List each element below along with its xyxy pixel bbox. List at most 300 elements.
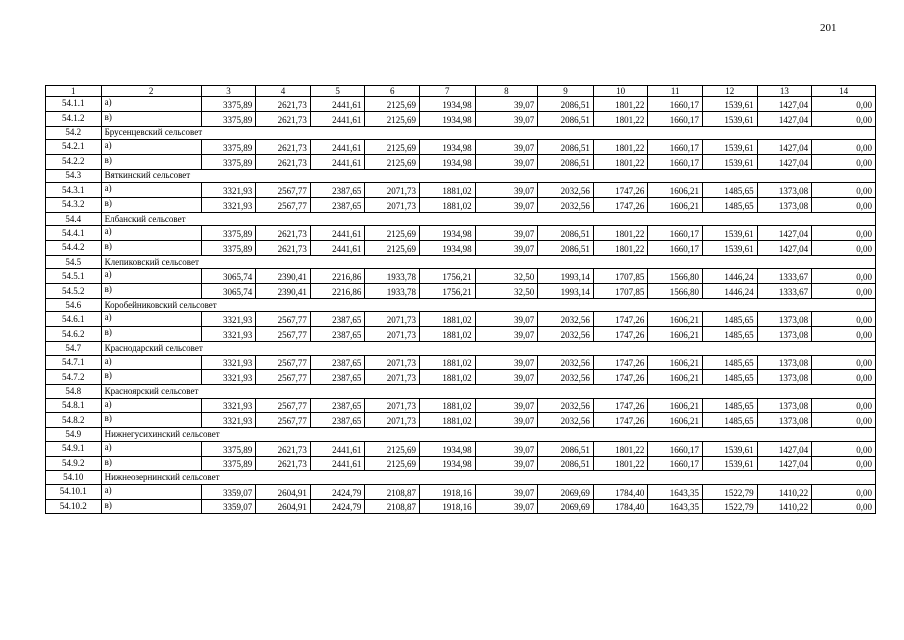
cell-value: 1485,65	[703, 183, 758, 198]
cell-value: 1410,22	[757, 499, 812, 514]
group-name: Вяткинский сельсовет	[101, 169, 875, 183]
cell-value: 3359,07	[201, 499, 256, 514]
cell-value: 39,07	[475, 226, 538, 241]
cell-value: 3065,74	[201, 284, 256, 299]
row-label: в)	[101, 111, 201, 126]
cell-value: 1660,17	[648, 111, 703, 126]
cell-value: 2621,73	[256, 456, 311, 471]
cell-value: 2032,56	[538, 312, 594, 327]
row-label: а)	[101, 441, 201, 456]
cell-value: 2390,41	[256, 269, 311, 284]
cell-value: 2125,69	[365, 456, 420, 471]
group-name: Краснодарский сельсовет	[101, 342, 875, 356]
table-row	[46, 398, 876, 413]
row-code: 54.7.1	[46, 355, 102, 370]
cell-value: 1660,17	[648, 456, 703, 471]
cell-value: 2032,56	[538, 370, 594, 385]
cell-value: 3375,89	[201, 111, 256, 126]
cell-value: 2125,69	[365, 111, 420, 126]
cell-value: 39,07	[475, 398, 538, 413]
cell-value: 1756,21	[419, 284, 475, 299]
cell-value: 2108,87	[365, 499, 420, 514]
cell-value: 1993,14	[538, 284, 594, 299]
cell-value: 2424,79	[310, 499, 365, 514]
group-code: 54.2	[46, 126, 102, 140]
cell-value: 3321,93	[201, 355, 256, 370]
cell-value: 39,07	[475, 441, 538, 456]
cell-value: 2216,86	[310, 269, 365, 284]
cell-value: 2567,77	[256, 183, 311, 198]
cell-value: 1934,98	[419, 456, 475, 471]
cell-value: 39,07	[475, 140, 538, 155]
table-row	[46, 284, 876, 299]
cell-value: 1801,22	[593, 226, 648, 241]
group-code: 54.9	[46, 428, 102, 442]
cell-value: 1881,02	[419, 398, 475, 413]
table-row	[46, 269, 876, 284]
cell-value: 1660,17	[648, 226, 703, 241]
cell-value: 1801,22	[593, 140, 648, 155]
cell-value: 1427,04	[757, 226, 812, 241]
cell-value: 1801,22	[593, 97, 648, 112]
cell-value: 0,00	[812, 398, 876, 413]
row-code: 54.10.1	[46, 484, 102, 499]
cell-value: 39,07	[475, 111, 538, 126]
cell-value: 1660,17	[648, 241, 703, 256]
table-row	[46, 456, 876, 471]
cell-value: 3321,93	[201, 312, 256, 327]
cell-value: 1522,79	[703, 484, 758, 499]
column-header: 10	[593, 86, 648, 97]
column-header: 8	[475, 86, 538, 97]
group-name: Нижнеозернинский сельсовет	[101, 471, 875, 485]
cell-value: 3375,89	[201, 241, 256, 256]
cell-value: 2387,65	[310, 312, 365, 327]
cell-value: 1934,98	[419, 140, 475, 155]
table-row	[46, 484, 876, 499]
row-label: а)	[101, 355, 201, 370]
row-label: в)	[101, 241, 201, 256]
cell-value: 2086,51	[538, 154, 594, 169]
cell-value: 1881,02	[419, 197, 475, 212]
cell-value: 2069,69	[538, 484, 594, 499]
group-row	[46, 385, 876, 399]
cell-value: 2387,65	[310, 413, 365, 428]
group-code: 54.4	[46, 212, 102, 226]
cell-value: 2621,73	[256, 97, 311, 112]
cell-value: 1427,04	[757, 154, 812, 169]
cell-value: 1333,67	[757, 269, 812, 284]
cell-value: 3375,89	[201, 97, 256, 112]
cell-value: 1373,08	[757, 312, 812, 327]
cell-value: 2216,86	[310, 284, 365, 299]
cell-value: 2604,91	[256, 499, 311, 514]
table-row	[46, 241, 876, 256]
cell-value: 1747,26	[593, 312, 648, 327]
cell-value: 0,00	[812, 183, 876, 198]
cell-value: 1539,61	[703, 441, 758, 456]
cell-value: 1373,08	[757, 413, 812, 428]
cell-value: 1373,08	[757, 183, 812, 198]
cell-value: 1427,04	[757, 111, 812, 126]
cell-value: 2086,51	[538, 97, 594, 112]
cell-value: 39,07	[475, 154, 538, 169]
cell-value: 2567,77	[256, 312, 311, 327]
cell-value: 1660,17	[648, 140, 703, 155]
cell-value: 2086,51	[538, 441, 594, 456]
cell-value: 3065,74	[201, 269, 256, 284]
cell-value: 3359,07	[201, 484, 256, 499]
cell-value: 2032,56	[538, 398, 594, 413]
cell-value: 1643,35	[648, 484, 703, 499]
column-header: 12	[703, 86, 758, 97]
group-code: 54.10	[46, 471, 102, 485]
cell-value: 1881,02	[419, 370, 475, 385]
row-code: 54.8.1	[46, 398, 102, 413]
row-label: а)	[101, 398, 201, 413]
table-row	[46, 97, 876, 112]
cell-value: 3321,93	[201, 413, 256, 428]
table-row	[46, 441, 876, 456]
cell-value: 0,00	[812, 284, 876, 299]
group-code: 54.7	[46, 342, 102, 356]
cell-value: 0,00	[812, 197, 876, 212]
cell-value: 3321,93	[201, 197, 256, 212]
cell-value: 39,07	[475, 484, 538, 499]
cell-value: 39,07	[475, 312, 538, 327]
cell-value: 3321,93	[201, 327, 256, 342]
cell-value: 1660,17	[648, 97, 703, 112]
cell-value: 1427,04	[757, 140, 812, 155]
cell-value: 0,00	[812, 111, 876, 126]
cell-value: 1539,61	[703, 456, 758, 471]
table-row	[46, 154, 876, 169]
cell-value: 1446,24	[703, 284, 758, 299]
cell-value: 32,50	[475, 284, 538, 299]
cell-value: 1934,98	[419, 241, 475, 256]
group-name: Елбанский сельсовет	[101, 212, 875, 226]
row-label: а)	[101, 312, 201, 327]
cell-value: 39,07	[475, 183, 538, 198]
cell-value: 0,00	[812, 413, 876, 428]
group-row	[46, 212, 876, 226]
cell-value: 1373,08	[757, 197, 812, 212]
table-row	[46, 183, 876, 198]
table-row	[46, 312, 876, 327]
column-header: 1	[46, 86, 102, 97]
cell-value: 3321,93	[201, 183, 256, 198]
cell-value: 1606,21	[648, 183, 703, 198]
cell-value: 0,00	[812, 140, 876, 155]
cell-value: 1485,65	[703, 413, 758, 428]
table-row	[46, 226, 876, 241]
cell-value: 2032,56	[538, 197, 594, 212]
cell-value: 1606,21	[648, 413, 703, 428]
cell-value: 1881,02	[419, 355, 475, 370]
cell-value: 1993,14	[538, 269, 594, 284]
cell-value: 2125,69	[365, 441, 420, 456]
cell-value: 2621,73	[256, 441, 311, 456]
cell-value: 1485,65	[703, 398, 758, 413]
cell-value: 2621,73	[256, 111, 311, 126]
cell-value: 0,00	[812, 269, 876, 284]
cell-value: 1427,04	[757, 441, 812, 456]
cell-value: 2125,69	[365, 140, 420, 155]
cell-value: 1522,79	[703, 499, 758, 514]
cell-value: 1485,65	[703, 312, 758, 327]
cell-value: 1881,02	[419, 183, 475, 198]
cell-value: 3321,93	[201, 370, 256, 385]
group-row	[46, 342, 876, 356]
cell-value: 2390,41	[256, 284, 311, 299]
cell-value: 1707,85	[593, 284, 648, 299]
cell-value: 1485,65	[703, 197, 758, 212]
cell-value: 1539,61	[703, 97, 758, 112]
cell-value: 0,00	[812, 484, 876, 499]
cell-value: 1566,80	[648, 284, 703, 299]
row-code: 54.6.1	[46, 312, 102, 327]
row-label: а)	[101, 140, 201, 155]
row-label: в)	[101, 456, 201, 471]
cell-value: 2387,65	[310, 398, 365, 413]
cell-value: 2071,73	[365, 327, 420, 342]
row-code: 54.1.2	[46, 111, 102, 126]
cell-value: 2032,56	[538, 355, 594, 370]
cell-value: 2567,77	[256, 398, 311, 413]
cell-value: 2441,61	[310, 241, 365, 256]
row-code: 54.8.2	[46, 413, 102, 428]
row-label: в)	[101, 197, 201, 212]
cell-value: 1606,21	[648, 355, 703, 370]
cell-value: 2604,91	[256, 484, 311, 499]
cell-value: 2032,56	[538, 413, 594, 428]
cell-value: 2071,73	[365, 197, 420, 212]
group-row	[46, 471, 876, 485]
cell-value: 2387,65	[310, 197, 365, 212]
cell-value: 2125,69	[365, 241, 420, 256]
group-row	[46, 126, 876, 140]
cell-value: 1373,08	[757, 398, 812, 413]
row-code: 54.7.2	[46, 370, 102, 385]
column-header: 6	[365, 86, 420, 97]
row-code: 54.5.1	[46, 269, 102, 284]
table-row	[46, 111, 876, 126]
cell-value: 1747,26	[593, 355, 648, 370]
cell-value: 2108,87	[365, 484, 420, 499]
row-label: а)	[101, 484, 201, 499]
group-row	[46, 255, 876, 269]
cell-value: 1934,98	[419, 97, 475, 112]
cell-value: 1747,26	[593, 413, 648, 428]
cell-value: 1934,98	[419, 154, 475, 169]
cell-value: 0,00	[812, 97, 876, 112]
cell-value: 2125,69	[365, 226, 420, 241]
cell-value: 1747,26	[593, 183, 648, 198]
row-label: в)	[101, 327, 201, 342]
group-name: Клепиковский сельсовет	[101, 255, 875, 269]
cell-value: 0,00	[812, 226, 876, 241]
cell-value: 1373,08	[757, 327, 812, 342]
tariff-table	[45, 85, 876, 514]
group-code: 54.3	[46, 169, 102, 183]
cell-value: 1660,17	[648, 154, 703, 169]
page-number: 201	[820, 22, 837, 34]
cell-value: 2387,65	[310, 327, 365, 342]
cell-value: 2621,73	[256, 140, 311, 155]
cell-value: 2441,61	[310, 441, 365, 456]
cell-value: 0,00	[812, 312, 876, 327]
cell-value: 0,00	[812, 355, 876, 370]
cell-value: 1660,17	[648, 441, 703, 456]
column-header: 9	[538, 86, 594, 97]
cell-value: 3321,93	[201, 398, 256, 413]
row-code: 54.9.1	[46, 441, 102, 456]
cell-value: 2086,51	[538, 456, 594, 471]
column-header: 13	[757, 86, 812, 97]
row-label: в)	[101, 154, 201, 169]
cell-value: 1784,40	[593, 484, 648, 499]
row-label: а)	[101, 269, 201, 284]
row-code: 54.5.2	[46, 284, 102, 299]
cell-value: 2441,61	[310, 456, 365, 471]
column-header: 5	[310, 86, 365, 97]
cell-value: 1485,65	[703, 355, 758, 370]
row-code: 54.4.1	[46, 226, 102, 241]
cell-value: 1784,40	[593, 499, 648, 514]
cell-value: 2071,73	[365, 355, 420, 370]
cell-value: 1747,26	[593, 327, 648, 342]
cell-value: 3375,89	[201, 441, 256, 456]
cell-value: 2086,51	[538, 111, 594, 126]
cell-value: 3375,89	[201, 456, 256, 471]
cell-value: 2071,73	[365, 398, 420, 413]
group-code: 54.6	[46, 298, 102, 312]
cell-value: 1606,21	[648, 370, 703, 385]
cell-value: 2441,61	[310, 154, 365, 169]
header-row	[46, 86, 876, 97]
cell-value: 39,07	[475, 241, 538, 256]
cell-value: 1539,61	[703, 154, 758, 169]
cell-value: 1373,08	[757, 355, 812, 370]
cell-value: 1756,21	[419, 269, 475, 284]
cell-value: 2032,56	[538, 183, 594, 198]
cell-value: 2071,73	[365, 183, 420, 198]
column-header: 11	[648, 86, 703, 97]
cell-value: 2441,61	[310, 140, 365, 155]
cell-value: 1333,67	[757, 284, 812, 299]
cell-value: 1427,04	[757, 97, 812, 112]
cell-value: 39,07	[475, 355, 538, 370]
cell-value: 3375,89	[201, 154, 256, 169]
cell-value: 1801,22	[593, 241, 648, 256]
group-row	[46, 169, 876, 183]
cell-value: 2125,69	[365, 97, 420, 112]
group-code: 54.8	[46, 385, 102, 399]
row-label: а)	[101, 97, 201, 112]
cell-value: 1881,02	[419, 413, 475, 428]
cell-value: 1446,24	[703, 269, 758, 284]
column-header: 7	[419, 86, 475, 97]
row-label: в)	[101, 413, 201, 428]
row-label: а)	[101, 226, 201, 241]
cell-value: 1747,26	[593, 370, 648, 385]
cell-value: 2032,56	[538, 327, 594, 342]
cell-value: 2387,65	[310, 183, 365, 198]
cell-value: 2441,61	[310, 226, 365, 241]
column-header: 2	[101, 86, 201, 97]
cell-value: 0,00	[812, 441, 876, 456]
cell-value: 1933,78	[365, 269, 420, 284]
cell-value: 1427,04	[757, 456, 812, 471]
cell-value: 2424,79	[310, 484, 365, 499]
cell-value: 1606,21	[648, 197, 703, 212]
row-label: в)	[101, 370, 201, 385]
table-row	[46, 140, 876, 155]
cell-value: 1747,26	[593, 398, 648, 413]
cell-value: 2621,73	[256, 241, 311, 256]
cell-value: 2567,77	[256, 370, 311, 385]
cell-value: 32,50	[475, 269, 538, 284]
table-row	[46, 370, 876, 385]
row-label: в)	[101, 499, 201, 514]
cell-value: 0,00	[812, 327, 876, 342]
cell-value: 1606,21	[648, 398, 703, 413]
cell-value: 2387,65	[310, 355, 365, 370]
cell-value: 2387,65	[310, 370, 365, 385]
column-header: 14	[812, 86, 876, 97]
cell-value: 1707,85	[593, 269, 648, 284]
row-code: 54.2.1	[46, 140, 102, 155]
group-name: Коробейниковский сельсовет	[101, 298, 875, 312]
row-label: в)	[101, 284, 201, 299]
cell-value: 2441,61	[310, 97, 365, 112]
cell-value: 1539,61	[703, 226, 758, 241]
cell-value: 1539,61	[703, 241, 758, 256]
cell-value: 1801,22	[593, 456, 648, 471]
cell-value: 1881,02	[419, 327, 475, 342]
cell-value: 1643,35	[648, 499, 703, 514]
cell-value: 1485,65	[703, 370, 758, 385]
group-row	[46, 298, 876, 312]
cell-value: 1918,16	[419, 499, 475, 514]
table-body	[46, 86, 876, 514]
cell-value: 2086,51	[538, 241, 594, 256]
cell-value: 1801,22	[593, 441, 648, 456]
cell-value: 1539,61	[703, 140, 758, 155]
row-label: а)	[101, 183, 201, 198]
cell-value: 2069,69	[538, 499, 594, 514]
cell-value: 0,00	[812, 241, 876, 256]
cell-value: 1373,08	[757, 370, 812, 385]
cell-value: 39,07	[475, 327, 538, 342]
group-code: 54.5	[46, 255, 102, 269]
cell-value: 1801,22	[593, 111, 648, 126]
cell-value: 1934,98	[419, 111, 475, 126]
cell-value: 1933,78	[365, 284, 420, 299]
cell-value: 39,07	[475, 370, 538, 385]
cell-value: 2086,51	[538, 140, 594, 155]
cell-value: 2567,77	[256, 413, 311, 428]
table-row	[46, 355, 876, 370]
cell-value: 3375,89	[201, 140, 256, 155]
cell-value: 2621,73	[256, 154, 311, 169]
group-name: Нижнегусихинский сельсовет	[101, 428, 875, 442]
cell-value: 0,00	[812, 499, 876, 514]
table-row	[46, 197, 876, 212]
cell-value: 1747,26	[593, 197, 648, 212]
cell-value: 2071,73	[365, 312, 420, 327]
row-code: 54.4.2	[46, 241, 102, 256]
